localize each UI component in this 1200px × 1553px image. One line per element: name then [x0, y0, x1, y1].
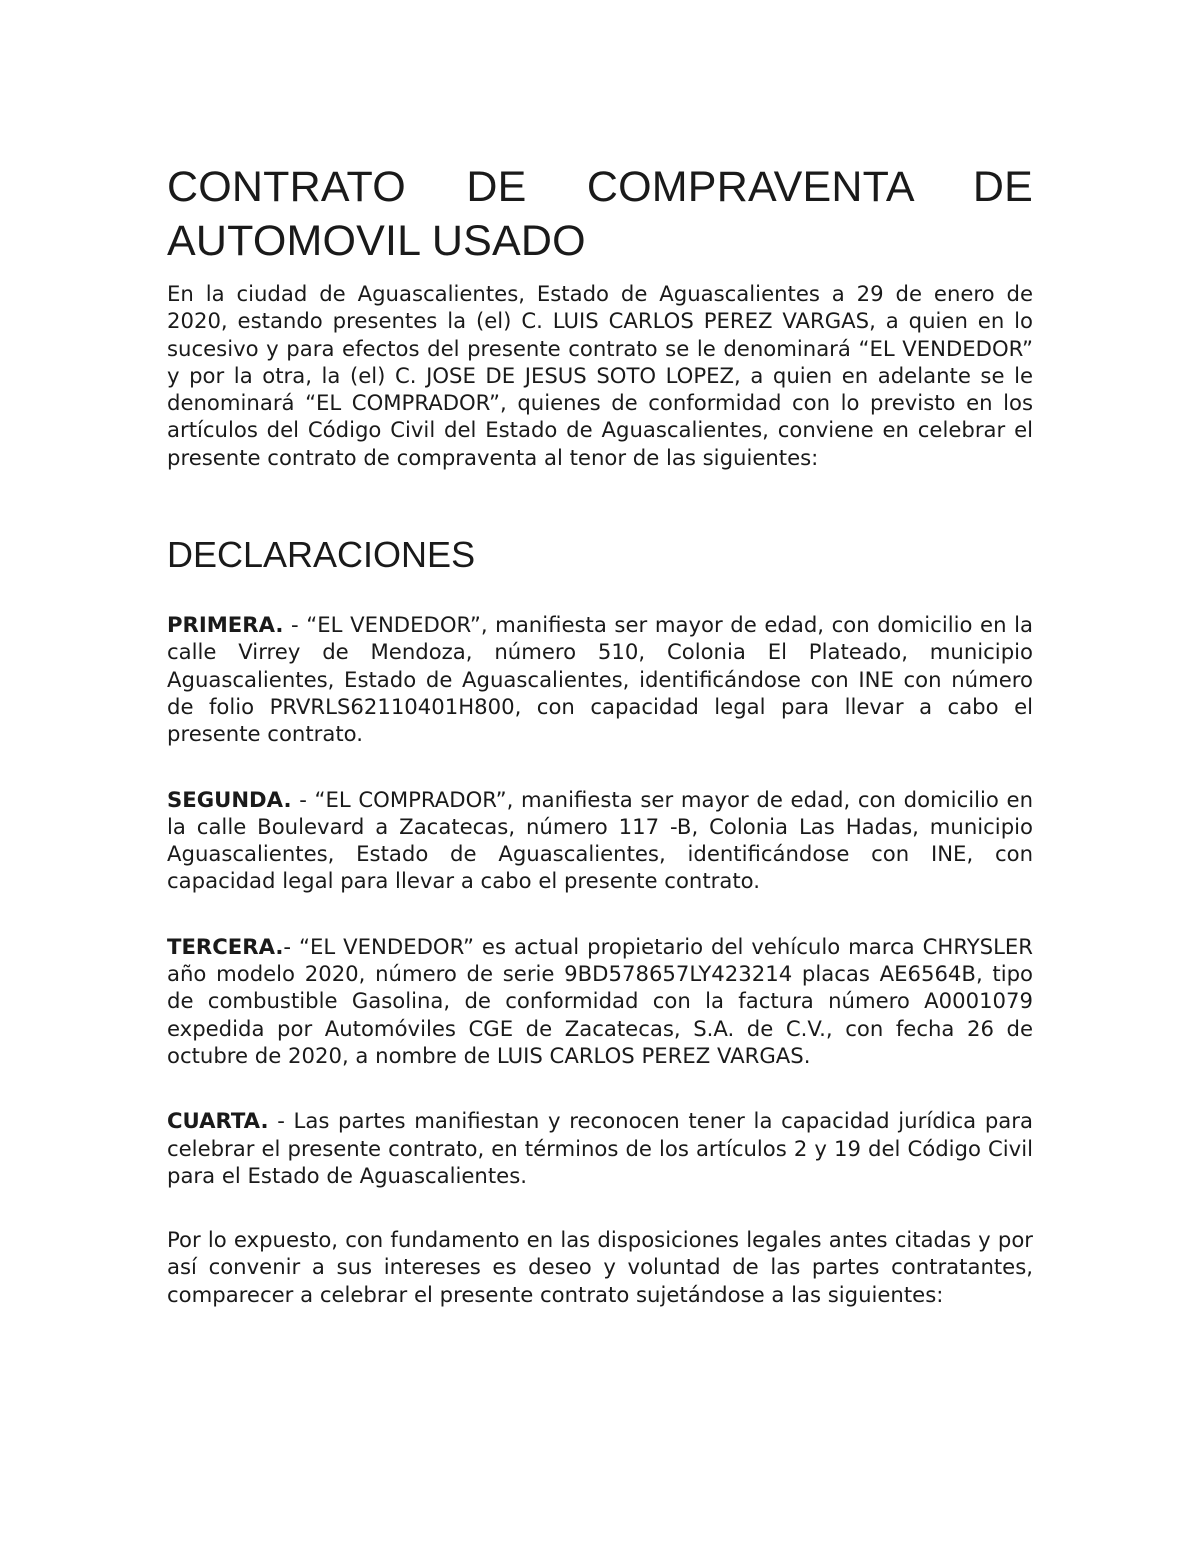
- document-page: [167, 160, 1033, 1308]
- declaration-label: SEGUNDA.: [167, 786, 292, 812]
- document-title: CONTRATO DE COMPRAVENTA DE AUTOMOVIL USADO: [167, 163, 1033, 265]
- declaration-label: PRIMERA.: [167, 612, 284, 638]
- declaration-cuarta: [167, 1107, 1033, 1189]
- declaration-label: TERCERA.: [167, 933, 284, 959]
- declaration-tercera: [167, 933, 1033, 1069]
- declaration-label: CUARTA.: [167, 1108, 269, 1134]
- declaration-primera: [167, 611, 1033, 747]
- declaration-text: - “EL VENDEDOR”, manifiesta ser mayor de edad, con domicilio en la calle Virrey de Mendoza, número 510, Colonia El Plateado, municipio Aguascalientes, Estado de Aguascalientes, identificándose con INE con número de folio PRVRLS62110401H800, con capacidad legal para llevar a cabo el presente contrato.: [167, 612, 1033, 747]
- declaration-text: - “EL COMPRADOR”, manifiesta ser mayor de edad, con domicilio en la calle Boulevard a Zacatecas, número 117 -B, Colonia Las Hadas, municipio Aguascalientes, Estado de Aguascalientes, identificándose con INE, con capacidad legal para llevar a cabo el presente contrato.: [167, 786, 1033, 894]
- intro-paragraph: En la ciudad de Aguascalientes, Estado de Aguascalientes a 29 de enero de 2020, estando presentes la (el) C. LUIS CARLOS PEREZ VARGAS, a quien en lo sucesivo y para efectos del presente contrato se le denominará “EL VENDEDOR” y por la otra, la (el) C. JOSE DE JESUS SOTO LOPEZ, a quien en adelante se le denominará “EL COMPRADOR”, quienes de conformidad con lo previsto en los artículos del Código Civil del Estado de Aguascalientes, conviene en celebrar el presente contrato de compraventa al tenor de las siguientes:: [167, 281, 1033, 470]
- declaration-segunda: [167, 786, 1033, 895]
- section-heading: DECLARACIONES: [167, 534, 476, 576]
- closing-paragraph: Por lo expuesto, con fundamento en las disposiciones legales antes citadas y por así convenir a sus intereses es deseo y voluntad de las partes contratantes, comparecer a celebrar el presente contrato sujetándose a las siguientes:: [167, 1227, 1033, 1307]
- declaration-text: - Las partes manifiestan y reconocen tener la capacidad jurídica para celebrar el presente contrato, en términos de los artículos 2 y 19 del Código Civil para el Estado de Aguascalientes.: [167, 1108, 1033, 1188]
- declaration-text: - “EL VENDEDOR” es actual propietario del vehículo marca CHRYSLER año modelo 2020, número de serie 9BD578657LY423214 placas AE6564B, tipo de combustible Gasolina, de conformidad con la factura número A0001079 expedida por Automóviles CGE de Zacatecas, S.A. de C.V., con fecha 26 de octubre de 2020, a nombre de LUIS CARLOS PEREZ VARGAS.: [167, 933, 1033, 1068]
